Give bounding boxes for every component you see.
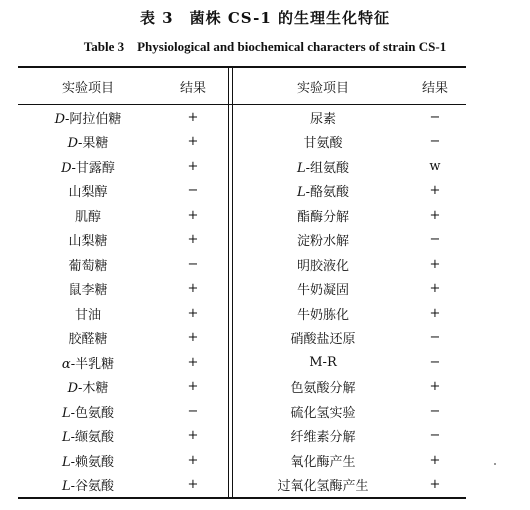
table-row bbox=[18, 301, 466, 326]
result-left-cell: + bbox=[187, 134, 199, 150]
test-item-right-cell: 酯酶分解 bbox=[296, 209, 349, 225]
result-left-cell: + bbox=[187, 207, 199, 223]
result-left-cell: + bbox=[187, 379, 199, 395]
test-item-left-cell: L-谷氨酸 bbox=[61, 479, 115, 495]
test-item-right-cell: 牛奶胨化 bbox=[296, 307, 349, 323]
table-row bbox=[18, 375, 466, 400]
result-right-cell: + bbox=[429, 477, 441, 493]
table-title-chinese: 表 3 菌株 CS-1 的生理生化特征 bbox=[139, 9, 391, 27]
test-item-left-cell: L-赖氨酸 bbox=[61, 454, 115, 470]
result-left-cell: + bbox=[187, 428, 199, 444]
test-item-left-cell: 山梨醇 bbox=[68, 185, 108, 201]
table-row bbox=[18, 277, 466, 302]
table-row bbox=[18, 326, 466, 351]
test-item-right-cell: L-组氨酸 bbox=[296, 160, 350, 176]
test-item-right-cell: 甘氨酸 bbox=[303, 136, 343, 152]
result-right-cell: − bbox=[429, 232, 441, 248]
table-row bbox=[18, 448, 466, 473]
result-right-cell: + bbox=[429, 379, 441, 395]
table-title-english: Table 3 Physiological and biochemical characters of strain CS-1 bbox=[83, 39, 447, 54]
result-right-cell: − bbox=[429, 330, 441, 346]
characters-table bbox=[18, 66, 466, 499]
test-item-right-cell: M-R bbox=[309, 354, 337, 370]
test-item-right-cell: 尿素 bbox=[309, 111, 336, 127]
result-left-cell: + bbox=[187, 330, 199, 346]
test-item-left-cell: 甘油 bbox=[74, 307, 101, 323]
test-item-right-cell: 过氧化氢酶产生 bbox=[277, 479, 369, 495]
table-row bbox=[18, 179, 466, 204]
header-test-item-left: 实验项目 bbox=[61, 80, 114, 96]
result-left-cell: + bbox=[187, 281, 199, 297]
test-item-right-cell: 明胶液化 bbox=[296, 258, 349, 274]
result-right-cell: + bbox=[429, 207, 441, 223]
result-right-cell: + bbox=[429, 305, 441, 321]
test-item-right-cell: 氧化酶产生 bbox=[290, 454, 356, 470]
result-right-cell: + bbox=[429, 452, 441, 468]
result-left-cell: + bbox=[187, 232, 199, 248]
table-row bbox=[18, 350, 466, 375]
test-item-left-cell: L-色氨酸 bbox=[61, 405, 115, 421]
test-item-left-cell: D-甘露醇 bbox=[61, 160, 115, 176]
result-left-cell: − bbox=[187, 183, 199, 199]
result-left-cell: + bbox=[187, 452, 199, 468]
header-test-item-right: 实验项目 bbox=[296, 80, 349, 96]
result-right-cell: − bbox=[429, 134, 441, 150]
result-left-cell: − bbox=[187, 256, 199, 272]
result-right-cell: + bbox=[429, 183, 441, 199]
result-right-cell: − bbox=[429, 354, 441, 370]
test-item-right-cell: 硫化氢实验 bbox=[290, 405, 356, 421]
test-item-right-cell: 牛奶凝固 bbox=[296, 283, 349, 299]
test-item-right-cell: 硝酸盐还原 bbox=[290, 332, 356, 348]
test-item-right-cell: L-酪氨酸 bbox=[296, 185, 350, 201]
table-row bbox=[18, 105, 466, 130]
test-item-left-cell: α-半乳糖 bbox=[61, 356, 115, 372]
test-item-left-cell: D-木糖 bbox=[67, 381, 109, 397]
result-right-cell: − bbox=[429, 109, 441, 125]
table-row bbox=[18, 424, 466, 449]
table-row bbox=[18, 473, 466, 498]
test-item-right-cell: 淀粉水解 bbox=[296, 234, 349, 250]
result-left-cell: + bbox=[187, 305, 199, 321]
test-item-left-cell: 肌醇 bbox=[74, 209, 101, 225]
result-right-cell: w bbox=[429, 158, 441, 174]
result-right-cell: + bbox=[429, 256, 441, 272]
test-item-left-cell: D-阿拉伯糖 bbox=[54, 111, 122, 127]
table-row bbox=[18, 228, 466, 253]
table-row bbox=[18, 399, 466, 424]
test-item-left-cell: L-缬氨酸 bbox=[61, 430, 115, 446]
result-left-cell: + bbox=[187, 109, 199, 125]
test-item-left-cell: 鼠李糖 bbox=[68, 283, 108, 299]
table-row bbox=[18, 130, 466, 155]
table-row bbox=[18, 203, 466, 228]
result-right-cell: − bbox=[429, 403, 441, 419]
test-item-left-cell: 葡萄糖 bbox=[68, 258, 108, 274]
result-right-cell: + bbox=[429, 281, 441, 297]
result-left-cell: + bbox=[187, 158, 199, 174]
result-left-cell: + bbox=[187, 477, 199, 493]
result-left-cell: + bbox=[187, 354, 199, 370]
test-item-left-cell: 山梨糖 bbox=[68, 234, 108, 250]
table-row bbox=[18, 252, 466, 277]
result-right-cell: − bbox=[429, 428, 441, 444]
table-row bbox=[18, 154, 466, 179]
test-item-right-cell: 纤维素分解 bbox=[290, 430, 356, 446]
test-item-left-cell: 胶醛糖 bbox=[68, 332, 108, 348]
scan-speck bbox=[494, 463, 496, 465]
test-item-right-cell: 色氨酸分解 bbox=[290, 381, 356, 397]
header-result-right: 结果 bbox=[421, 80, 448, 96]
header-result-left: 结果 bbox=[179, 80, 206, 96]
table-header-row bbox=[18, 68, 466, 105]
test-item-left-cell: D-果糖 bbox=[67, 136, 109, 152]
result-left-cell: − bbox=[187, 403, 199, 419]
